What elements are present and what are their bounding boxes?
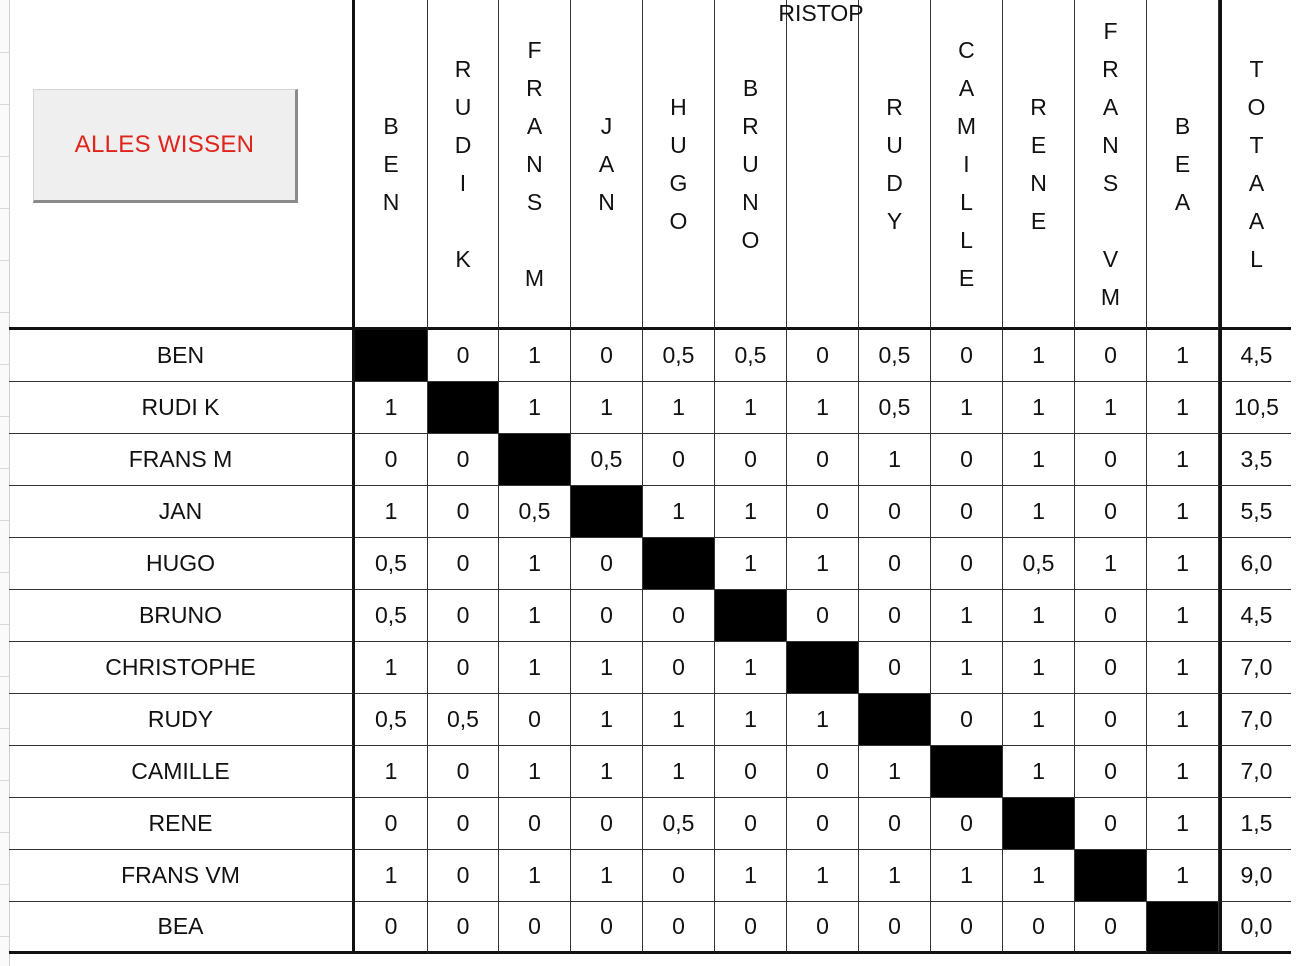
- total-cell[interactable]: 5,5: [1219, 486, 1291, 538]
- gutter-line: [0, 936, 9, 937]
- score-cell[interactable]: 1: [859, 746, 931, 798]
- total-cell[interactable]: 6,0: [1219, 538, 1291, 590]
- column-header-label: B E A: [1174, 112, 1191, 215]
- column-header-ben[interactable]: [355, 0, 428, 330]
- total-cell[interactable]: 9,0: [1219, 850, 1291, 902]
- score-cell[interactable]: 1: [1147, 382, 1219, 434]
- row-name: FRANS VM: [9, 850, 355, 902]
- row-name: RUDY: [9, 694, 355, 746]
- score-cell[interactable]: 1: [715, 642, 787, 694]
- diagonal-block: [715, 590, 787, 642]
- score-cell[interactable]: 0: [643, 850, 715, 902]
- diagonal-block: [355, 330, 428, 382]
- total-cell[interactable]: 7,0: [1219, 642, 1291, 694]
- column-header-rene[interactable]: [1003, 0, 1075, 330]
- gutter-line: [0, 416, 9, 417]
- score-cell[interactable]: 0: [1075, 330, 1147, 382]
- diagonal-block: [428, 382, 499, 434]
- gutter-line: [0, 52, 9, 53]
- score-cell[interactable]: 0: [1075, 694, 1147, 746]
- score-cell[interactable]: 0: [428, 538, 499, 590]
- score-cell[interactable]: 0: [859, 902, 931, 954]
- score-cell[interactable]: 1: [571, 694, 643, 746]
- score-cell[interactable]: 1: [1003, 642, 1075, 694]
- row-name: JAN: [9, 486, 355, 538]
- column-header-frans-vm[interactable]: [1075, 0, 1147, 330]
- diagonal-block: [931, 746, 1003, 798]
- score-cell[interactable]: 1: [643, 694, 715, 746]
- column-header-bruno[interactable]: [715, 0, 787, 330]
- score-cell[interactable]: 0: [428, 434, 499, 486]
- diagonal-block: [1075, 850, 1147, 902]
- score-cell[interactable]: 0: [787, 434, 859, 486]
- score-cell[interactable]: 1: [1003, 746, 1075, 798]
- score-cell[interactable]: 0: [428, 590, 499, 642]
- score-cell[interactable]: 0: [571, 538, 643, 590]
- score-cell[interactable]: 1: [1003, 850, 1075, 902]
- score-cell[interactable]: 0,5: [859, 330, 931, 382]
- gutter-line: [0, 624, 9, 625]
- total-cell[interactable]: 4,5: [1219, 590, 1291, 642]
- score-cell[interactable]: 1: [571, 850, 643, 902]
- score-cell[interactable]: 1: [931, 382, 1003, 434]
- gutter-line: [0, 884, 9, 885]
- column-header-jan[interactable]: [571, 0, 643, 330]
- diagonal-block: [787, 642, 859, 694]
- score-cell[interactable]: 1: [499, 330, 571, 382]
- column-header-label: RISTOP: [778, 0, 864, 26]
- column-header-label: B E N: [382, 112, 400, 215]
- gutter-line: [0, 468, 9, 469]
- score-cell[interactable]: 1: [715, 850, 787, 902]
- score-cell[interactable]: 0,5: [859, 382, 931, 434]
- row-name: FRANS M: [9, 434, 355, 486]
- score-cell[interactable]: 0,5: [428, 694, 499, 746]
- gutter-line: [0, 728, 9, 729]
- score-cell[interactable]: 0: [1075, 434, 1147, 486]
- column-header-totaal[interactable]: [1219, 0, 1291, 330]
- gutter-line: [0, 312, 9, 313]
- score-cell[interactable]: 0: [931, 694, 1003, 746]
- score-cell[interactable]: 1: [1075, 382, 1147, 434]
- score-cell[interactable]: 0: [931, 538, 1003, 590]
- score-cell[interactable]: 1: [355, 486, 428, 538]
- score-cell[interactable]: 1: [1003, 382, 1075, 434]
- column-header-label: R U D I K: [454, 55, 472, 272]
- score-cell[interactable]: 1: [787, 850, 859, 902]
- row-name: BEA: [9, 902, 355, 954]
- score-cell[interactable]: 1: [715, 694, 787, 746]
- score-cell[interactable]: 0: [931, 902, 1003, 954]
- score-cell[interactable]: 0: [715, 746, 787, 798]
- score-cell[interactable]: 0: [931, 486, 1003, 538]
- score-cell[interactable]: 1: [1147, 538, 1219, 590]
- column-header-label: F R A N S M: [524, 36, 545, 291]
- score-cell[interactable]: 0: [571, 590, 643, 642]
- score-cell[interactable]: 1: [643, 746, 715, 798]
- score-cell[interactable]: 1: [931, 590, 1003, 642]
- gutter-line: [0, 104, 9, 105]
- score-cell[interactable]: 1: [715, 486, 787, 538]
- score-cell[interactable]: 0: [1075, 902, 1147, 954]
- score-cell[interactable]: 0: [428, 642, 499, 694]
- score-cell[interactable]: 0: [428, 850, 499, 902]
- score-cell[interactable]: 1: [1147, 694, 1219, 746]
- score-cell[interactable]: 0,5: [571, 434, 643, 486]
- score-cell[interactable]: 1: [499, 382, 571, 434]
- column-header-ristop[interactable]: [778, 0, 864, 330]
- score-cell[interactable]: 1: [643, 486, 715, 538]
- column-header-label: H U G O: [669, 93, 688, 234]
- score-cell[interactable]: 0,5: [355, 538, 428, 590]
- score-cell[interactable]: 0: [428, 902, 499, 954]
- total-cell[interactable]: 10,5: [1219, 382, 1291, 434]
- score-cell[interactable]: 1: [787, 538, 859, 590]
- diagonal-block: [1003, 798, 1075, 850]
- score-cell[interactable]: 1: [859, 850, 931, 902]
- row-name: CAMILLE: [9, 746, 355, 798]
- score-cell[interactable]: 1: [571, 746, 643, 798]
- score-cell[interactable]: 0: [1075, 590, 1147, 642]
- score-cell[interactable]: 1: [1147, 798, 1219, 850]
- column-header-rudy[interactable]: [859, 0, 931, 330]
- score-cell[interactable]: 1: [1147, 642, 1219, 694]
- gutter-line: [0, 260, 9, 261]
- score-cell[interactable]: 0,5: [355, 694, 428, 746]
- score-cell[interactable]: 1: [1003, 486, 1075, 538]
- column-header-label: R U D Y: [886, 93, 903, 234]
- score-cell[interactable]: 0: [1075, 486, 1147, 538]
- score-cell[interactable]: 0: [428, 746, 499, 798]
- score-cell[interactable]: 0,5: [1003, 538, 1075, 590]
- score-cell[interactable]: 0: [355, 434, 428, 486]
- score-cell[interactable]: 1: [1147, 850, 1219, 902]
- score-cell[interactable]: 1: [1003, 434, 1075, 486]
- score-cell[interactable]: 1: [1147, 590, 1219, 642]
- score-cell[interactable]: 0: [787, 486, 859, 538]
- score-cell[interactable]: 1: [1075, 538, 1147, 590]
- score-cell[interactable]: 1: [715, 382, 787, 434]
- score-cell[interactable]: 0: [643, 434, 715, 486]
- total-cell[interactable]: 3,5: [1219, 434, 1291, 486]
- score-cell[interactable]: 0: [715, 902, 787, 954]
- row-name: RUDI K: [9, 382, 355, 434]
- score-cell[interactable]: 0,5: [715, 330, 787, 382]
- total-cell[interactable]: 4,5: [1219, 330, 1291, 382]
- column-header-label: B R U N O: [741, 74, 760, 253]
- total-cell[interactable]: 1,5: [1219, 798, 1291, 850]
- score-cell[interactable]: 0,5: [643, 798, 715, 850]
- score-cell[interactable]: 1: [355, 746, 428, 798]
- row-name: BRUNO: [9, 590, 355, 642]
- score-cell[interactable]: 1: [1003, 590, 1075, 642]
- score-cell[interactable]: 0: [859, 798, 931, 850]
- column-header-rudi-k[interactable]: [428, 0, 499, 330]
- score-cell[interactable]: 0: [859, 486, 931, 538]
- score-cell[interactable]: 1: [499, 746, 571, 798]
- score-cell[interactable]: 0: [787, 590, 859, 642]
- score-cell[interactable]: 0: [499, 902, 571, 954]
- score-cell[interactable]: 0: [643, 590, 715, 642]
- score-cell[interactable]: 1: [571, 382, 643, 434]
- row-name: HUGO: [9, 538, 355, 590]
- diagonal-block: [1147, 902, 1219, 954]
- column-header-label: R E N E: [1030, 93, 1047, 234]
- gutter-line: [0, 364, 9, 365]
- score-cell[interactable]: 1: [499, 590, 571, 642]
- score-cell[interactable]: 1: [499, 850, 571, 902]
- total-cell[interactable]: 7,0: [1219, 694, 1291, 746]
- score-cell[interactable]: 1: [1147, 330, 1219, 382]
- total-cell[interactable]: 0,0: [1219, 902, 1291, 954]
- score-cell[interactable]: 0: [787, 902, 859, 954]
- score-cell[interactable]: 0: [1075, 746, 1147, 798]
- score-cell[interactable]: 0: [859, 590, 931, 642]
- score-cell[interactable]: 0: [859, 642, 931, 694]
- row-name: BEN: [9, 330, 355, 382]
- score-cell[interactable]: 1: [787, 382, 859, 434]
- score-cell[interactable]: 0: [428, 798, 499, 850]
- gutter-line: [0, 676, 9, 677]
- score-cell[interactable]: 0: [931, 434, 1003, 486]
- score-cell[interactable]: 1: [571, 642, 643, 694]
- score-cell[interactable]: 0: [499, 694, 571, 746]
- column-header-camille[interactable]: [931, 0, 1003, 330]
- diagonal-block: [571, 486, 643, 538]
- score-cell[interactable]: 0: [931, 330, 1003, 382]
- score-cell[interactable]: 0: [643, 642, 715, 694]
- diagonal-block: [499, 434, 571, 486]
- score-cell[interactable]: 0: [643, 902, 715, 954]
- score-cell[interactable]: 0: [787, 798, 859, 850]
- total-cell[interactable]: 7,0: [1219, 746, 1291, 798]
- gutter-line: [0, 208, 9, 209]
- score-cell[interactable]: 0: [571, 798, 643, 850]
- score-cell[interactable]: 0: [1075, 642, 1147, 694]
- score-cell[interactable]: 1: [499, 642, 571, 694]
- column-header-hugo[interactable]: [643, 0, 715, 330]
- column-header-frans-m[interactable]: [499, 0, 571, 330]
- score-cell[interactable]: 0,5: [643, 330, 715, 382]
- score-cell[interactable]: 1: [1003, 694, 1075, 746]
- gutter-line: [0, 572, 9, 573]
- column-header-label: J A N: [598, 112, 615, 215]
- score-cell[interactable]: 0: [499, 798, 571, 850]
- score-cell[interactable]: 0: [1003, 902, 1075, 954]
- column-header-label: C A M I L L E: [956, 36, 977, 291]
- score-cell[interactable]: 1: [859, 434, 931, 486]
- gutter-line: [0, 832, 9, 833]
- score-cell[interactable]: 0: [715, 798, 787, 850]
- score-cell[interactable]: 0: [571, 902, 643, 954]
- score-cell[interactable]: 1: [931, 642, 1003, 694]
- score-cell[interactable]: 0: [787, 330, 859, 382]
- score-cell[interactable]: 1: [355, 382, 428, 434]
- score-cell[interactable]: 0: [355, 902, 428, 954]
- score-cell[interactable]: 0: [428, 330, 499, 382]
- score-cell[interactable]: 1: [931, 850, 1003, 902]
- gutter-line: [0, 156, 9, 157]
- diagonal-block: [859, 694, 931, 746]
- score-cell[interactable]: 1: [1147, 486, 1219, 538]
- score-cell[interactable]: 1: [355, 850, 428, 902]
- score-cell[interactable]: 0: [571, 330, 643, 382]
- score-cell[interactable]: 0: [1075, 798, 1147, 850]
- gutter-line: [0, 780, 9, 781]
- score-cell[interactable]: 1: [643, 382, 715, 434]
- score-cell[interactable]: 1: [1147, 746, 1219, 798]
- column-header-bea[interactable]: [1147, 0, 1219, 330]
- row-name: CHRISTOPHE: [9, 642, 355, 694]
- score-cell[interactable]: 1: [787, 694, 859, 746]
- diagonal-block: [643, 538, 715, 590]
- row-name: RENE: [9, 798, 355, 850]
- score-cell[interactable]: 0: [715, 434, 787, 486]
- score-cell[interactable]: 0,5: [355, 590, 428, 642]
- alles-wissen-button[interactable]: ALLES WISSEN: [33, 89, 298, 203]
- score-cell[interactable]: 1: [1147, 434, 1219, 486]
- score-cell[interactable]: 0: [355, 798, 428, 850]
- score-cell[interactable]: 1: [499, 538, 571, 590]
- column-header-label: T O T A A L: [1247, 55, 1266, 272]
- score-cell[interactable]: 0: [428, 486, 499, 538]
- column-header-label: F R A N S V M: [1100, 17, 1121, 310]
- score-cell[interactable]: 1: [355, 642, 428, 694]
- gutter-line: [0, 520, 9, 521]
- score-cell[interactable]: 1: [1003, 330, 1075, 382]
- score-cell[interactable]: 0,5: [499, 486, 571, 538]
- score-cell[interactable]: 0: [931, 798, 1003, 850]
- score-cell[interactable]: 0: [787, 746, 859, 798]
- score-cell[interactable]: 0: [859, 538, 931, 590]
- score-cell[interactable]: 1: [715, 538, 787, 590]
